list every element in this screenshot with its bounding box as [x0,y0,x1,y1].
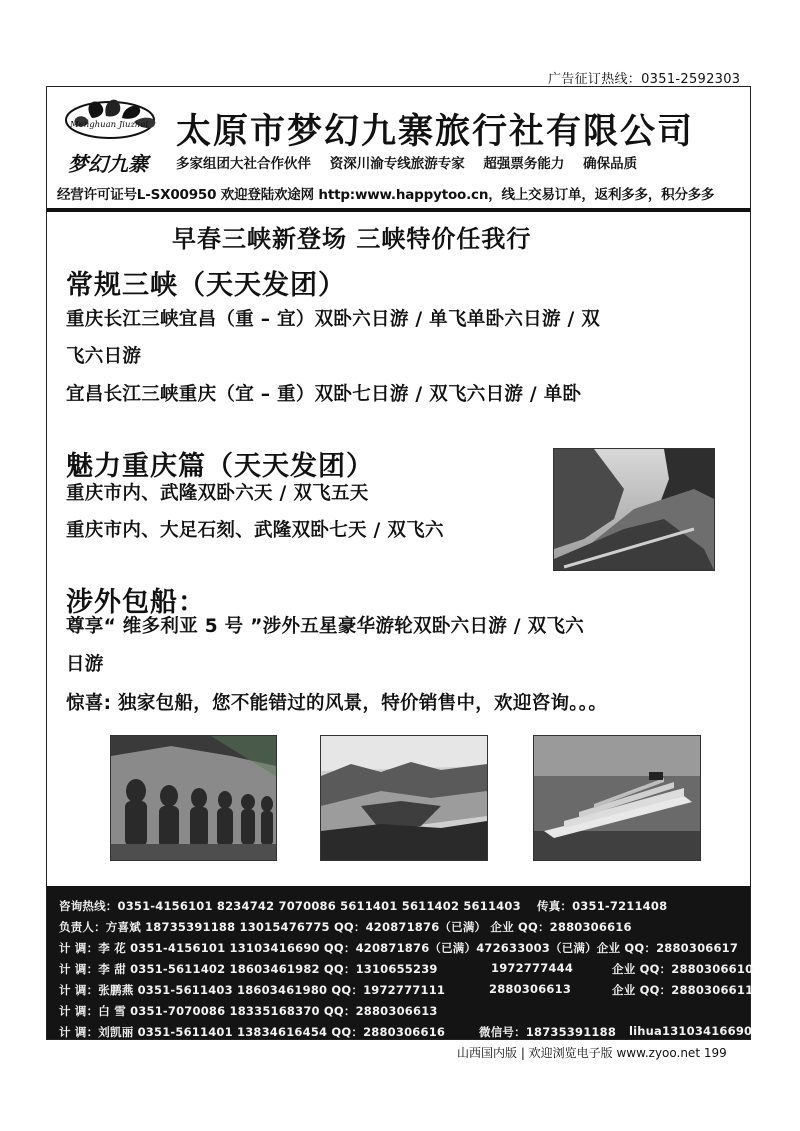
logo-english-text: Menghuan Jiuzhai [70,120,149,130]
charter-line-1: 尊享“ 维多利亚 5 号 ”涉外五星豪华游轮双卧六日游 / 双飞六 [66,616,584,637]
regular-line-2: 飞六日游 [66,346,142,367]
carvings-photo [110,735,277,861]
cruise-ship-photo [533,735,701,861]
contact-li-tian: 计 调：李 甜 0351-5611402 18603461982 QQ：1310655239 [59,962,438,976]
section-title-charter: 涉外包船： [66,587,206,618]
footer-row-1 [59,898,668,914]
section-title-chongqing: 魅力重庆篇（天天发团） [66,451,374,482]
footer-row-6: 计 调：白 雪 0351-7070086 18335168370 QQ：2880306613 [59,1004,438,1018]
logo-chinese-text: 梦幻九寨 [68,152,148,176]
footer-row-7 [59,1024,753,1040]
regular-line-3: 宜昌长江三峡重庆（宜 – 重）双卧七日游 / 双飞六日游 / 单卧 [66,384,582,405]
permit-line: 经营许可证号L-SX00950 欢迎登陆欢途网 http:www.happytoo.cn，线上交易订单，返利多多，积分多多 [57,187,715,203]
tagline-3: 超强票务能力 [483,156,565,172]
tagline-1: 多家组团大社合作伙伴 [176,156,311,172]
footer-row-3: 计 调：李 花 0351-4156101 13103416690 QQ：420871876（已满）472633003（已满）企业 QQ：2880306617 [59,941,739,955]
contact-zhang-pengyan-corp-qq: 企业 QQ：2880306611 [612,983,754,997]
chongqing-line-2: 重庆市内、大足石刻、武隆双卧七天 / 双飞六 [66,520,444,541]
footer-row-2: 负责人：方喜斌 18735391188 13015476775 QQ：420871876（已满） 企业 QQ：2880306616 [59,920,632,934]
tagline-4: 确保品质 [583,156,638,172]
header-divider [47,208,750,212]
reservoir-photo [320,735,488,861]
ad-hotline: 广告征订热线：0351-2592303 [548,72,741,87]
contact-zhang-pengyan-qq2: 2880306613 [489,982,572,996]
headline: 早春三峡新登场 三峡特价任我行 [172,225,532,253]
footer-row-4 [59,961,754,977]
contact-li-tian-qq2: 1972777444 [491,961,574,975]
gorge-photo [553,448,715,571]
chongqing-line-1: 重庆市内、武隆双卧六天 / 双飞五天 [66,483,369,504]
tagline-2: 资深川渝专线旅游专家 [329,156,465,172]
contact-li-tian-corp-qq: 企业 QQ：2880306610 [612,962,754,976]
wechat-id: 微信号：18735391188 [479,1025,617,1039]
footer-row-5 [59,982,754,998]
company-logo [62,96,172,180]
wechat-alt-id: lihua13103416690 [629,1024,753,1038]
hotline-text: 咨询热线：0351-4156101 8234742 7070086 5611401 5611402 5611403 [59,899,521,913]
contact-liu-kaili: 计 调：刘凯丽 0351-5611401 13834616454 QQ：2880306616 [59,1025,446,1039]
charter-line-3: 惊喜: 独家包船，您不能错过的风景，特价销售中，欢迎咨询。。。 [66,693,608,714]
fax-text: 传真：0351-7211408 [537,899,668,913]
tagline-row [176,152,637,172]
section-title-regular: 常规三峡（天天发团） [66,270,346,301]
regular-line-1: 重庆长江三峡宜昌（重 – 宜）双卧六日游 / 单飞单卧六日游 / 双 [66,309,601,330]
company-name: 太原市梦幻九寨旅行社有限公司 [176,112,695,152]
page-footer-line: 山西国内版 | 欢迎浏览电子版 www.zyoo.net 199 [457,1046,727,1060]
contact-footer [47,886,754,1039]
contact-zhang-pengyan: 计 调：张鹏燕 0351-5611403 18603461980 QQ：1972777111 [59,983,446,997]
charter-line-2: 日游 [66,654,104,675]
